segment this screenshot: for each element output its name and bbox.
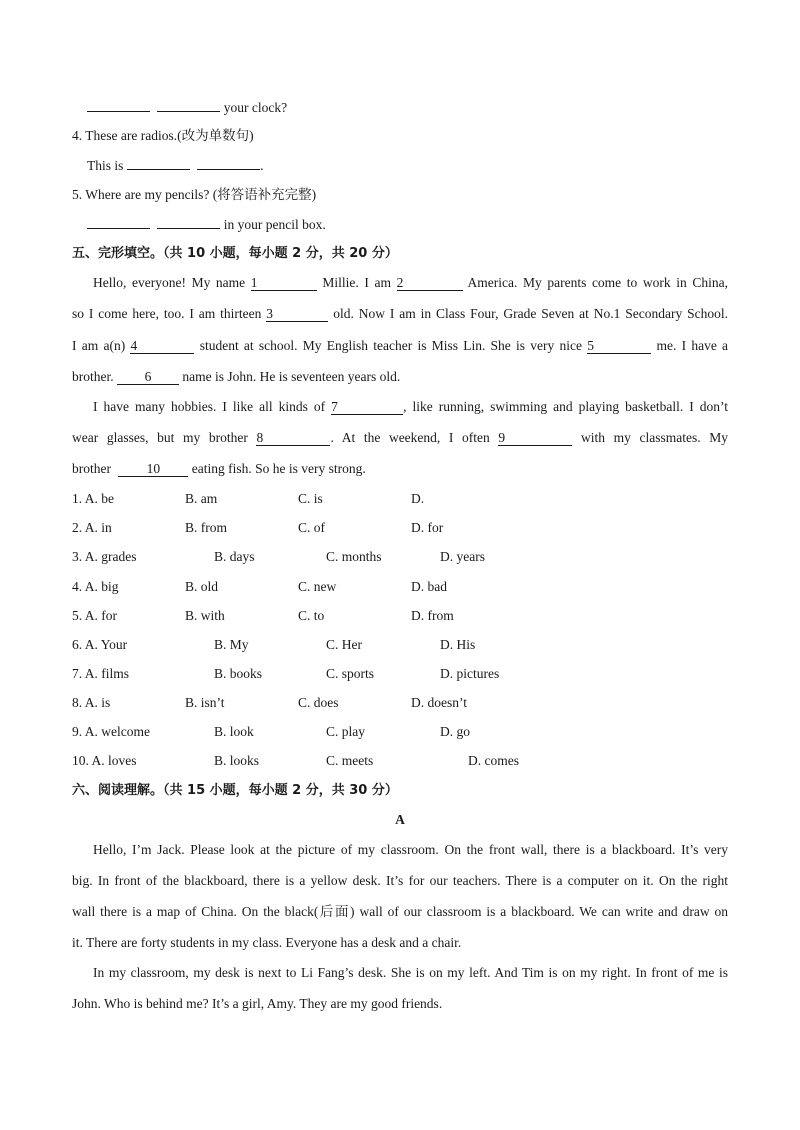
- option-a[interactable]: 7. A. films: [72, 666, 130, 681]
- cloze-line: [93, 274, 728, 292]
- option-d[interactable]: D.: [411, 491, 425, 506]
- passage-line: wall there is a map of China. On the black(后面) wall of our classroom is a blackboard. We can write and draw on: [72, 904, 728, 919]
- text: name is John. He is seventeen years old.: [182, 369, 401, 384]
- passage-line: it. There are forty students in my class. Everyone has a desk and a chair.: [72, 935, 462, 950]
- option-a[interactable]: 1. A. be: [72, 491, 114, 506]
- option-c[interactable]: C. play: [326, 724, 365, 739]
- option-a[interactable]: 10. A. loves: [72, 753, 137, 768]
- passage-line: big. In front of the blackboard, there is a yellow desk. It’s for our teachers. There is a computer on it. On the right: [72, 873, 728, 888]
- text: me. I have a: [656, 338, 729, 353]
- question-5-answer-line: [87, 215, 326, 234]
- option-b[interactable]: B. old: [185, 579, 219, 594]
- text: Hello, everyone! My name: [93, 275, 246, 290]
- option-c[interactable]: C. does: [298, 695, 339, 710]
- option-a[interactable]: 8. A. is: [72, 695, 111, 710]
- cloze-blank-9[interactable]: 9: [498, 430, 572, 446]
- option-c[interactable]: C. new: [298, 579, 337, 594]
- option-d[interactable]: D. bad: [411, 579, 447, 594]
- option-b[interactable]: B. books: [214, 666, 263, 681]
- option-a[interactable]: 5. A. for: [72, 608, 117, 623]
- option-b[interactable]: B. with: [185, 608, 225, 623]
- option-d[interactable]: D. comes: [468, 753, 519, 768]
- passage-line: John. Who is behind me? It’s a girl, Amy. They are my good friends.: [72, 996, 443, 1011]
- option-b[interactable]: B. isn’t: [185, 695, 225, 710]
- cloze-blank-8[interactable]: 8: [256, 430, 330, 446]
- passage-line: Hello, I’m Jack. Please look at the picture of my classroom. On the front wall, there is a blackboard. It’s very: [93, 842, 728, 857]
- cloze-blank-2[interactable]: 2: [397, 275, 463, 291]
- option-d[interactable]: D. go: [440, 724, 470, 739]
- option-b[interactable]: B. am: [185, 491, 218, 506]
- option-a[interactable]: 3. A. grades: [72, 549, 137, 564]
- answer-blank[interactable]: [87, 215, 150, 229]
- text: America. My parents come to work in China,: [467, 275, 729, 290]
- cloze-line: [72, 337, 728, 355]
- option-d[interactable]: D. from: [411, 608, 454, 623]
- option-d[interactable]: D. pictures: [440, 666, 500, 681]
- option-b[interactable]: B. from: [185, 520, 227, 535]
- cloze-line: [72, 305, 728, 323]
- option-a[interactable]: 2. A. in: [72, 520, 112, 535]
- text: with my classmates. My: [581, 430, 728, 445]
- option-c[interactable]: C. of: [298, 520, 325, 535]
- option-b[interactable]: B. look: [214, 724, 254, 739]
- option-c[interactable]: C. Her: [326, 637, 362, 652]
- text: , like running, swimming and playing basketball. I don’t: [403, 399, 729, 414]
- text: . At the weekend, I often: [330, 430, 490, 445]
- cloze-line: [72, 368, 400, 386]
- answer-blank[interactable]: [157, 98, 220, 112]
- option-d[interactable]: D. for: [411, 520, 444, 535]
- answer-blank[interactable]: [87, 98, 150, 112]
- cloze-blank-6[interactable]: 6: [117, 369, 179, 385]
- cloze-blank-1[interactable]: 1: [251, 275, 317, 291]
- text: so I come here, too. I am thirteen: [72, 306, 262, 321]
- question-4: 4. These are radios.(改为单数句): [72, 128, 254, 143]
- cloze-blank-4[interactable]: 4: [130, 338, 194, 354]
- option-a[interactable]: 9. A. welcome: [72, 724, 150, 739]
- text: brother.: [72, 369, 114, 384]
- option-c[interactable]: C. months: [326, 549, 382, 564]
- option-d[interactable]: D. years: [440, 549, 485, 564]
- answer-prefix: This is: [87, 158, 124, 173]
- text: I have many hobbies. I like all kinds of: [93, 399, 326, 414]
- passage-label: A: [395, 812, 405, 827]
- cloze-line: [72, 429, 728, 447]
- answer-suffix: in your pencil box.: [223, 217, 326, 232]
- section-5-heading: 五、完形填空。（共 10 小题，每小题 2 分，共 20 分）: [72, 246, 398, 261]
- passage-line: In my classroom, my desk is next to Li Fang’s desk. She is on my left. And Tim is on my right. In front of me is: [93, 965, 728, 980]
- text: brother: [72, 461, 111, 476]
- option-d[interactable]: D. His: [440, 637, 476, 652]
- option-b[interactable]: B. My: [214, 637, 249, 652]
- cloze-line: [72, 460, 366, 478]
- cloze-line: [93, 398, 728, 416]
- period: .: [260, 158, 264, 173]
- question-4-answer-line: [87, 156, 264, 175]
- answer-blank[interactable]: [197, 156, 260, 170]
- option-b[interactable]: B. looks: [214, 753, 260, 768]
- cloze-blank-7[interactable]: 7: [331, 399, 403, 415]
- option-a[interactable]: 6. A. Your: [72, 637, 128, 652]
- cloze-blank-3[interactable]: 3: [266, 306, 328, 322]
- option-c[interactable]: C. meets: [326, 753, 374, 768]
- cloze-blank-5[interactable]: 5: [587, 338, 651, 354]
- text: wear glasses, but my brother: [72, 430, 248, 445]
- section-6-heading: 六、阅读理解。（共 15 小题，每小题 2 分，共 30 分）: [72, 783, 398, 798]
- option-c[interactable]: C. sports: [326, 666, 375, 681]
- text: student at school. My English teacher is Miss Lin. She is very nice: [199, 338, 582, 353]
- clock-question-line: [87, 98, 287, 117]
- text: eating fish. So he is very strong.: [191, 461, 366, 476]
- text: I am a(n): [72, 338, 126, 353]
- option-c[interactable]: C. is: [298, 491, 323, 506]
- option-a[interactable]: 4. A. big: [72, 579, 119, 594]
- option-c[interactable]: C. to: [298, 608, 325, 623]
- clock-suffix: your clock?: [223, 100, 288, 115]
- text: Millie. I am: [322, 275, 392, 290]
- answer-blank[interactable]: [157, 215, 220, 229]
- answer-blank[interactable]: [127, 156, 190, 170]
- option-b[interactable]: B. days: [214, 549, 255, 564]
- text: old. Now I am in Class Four, Grade Seven at No.1 Secondary School.: [333, 306, 728, 321]
- question-5: 5. Where are my pencils? (将答语补充完整): [72, 187, 317, 202]
- cloze-blank-10[interactable]: 10: [118, 461, 188, 477]
- option-d[interactable]: D. doesn’t: [411, 695, 467, 710]
